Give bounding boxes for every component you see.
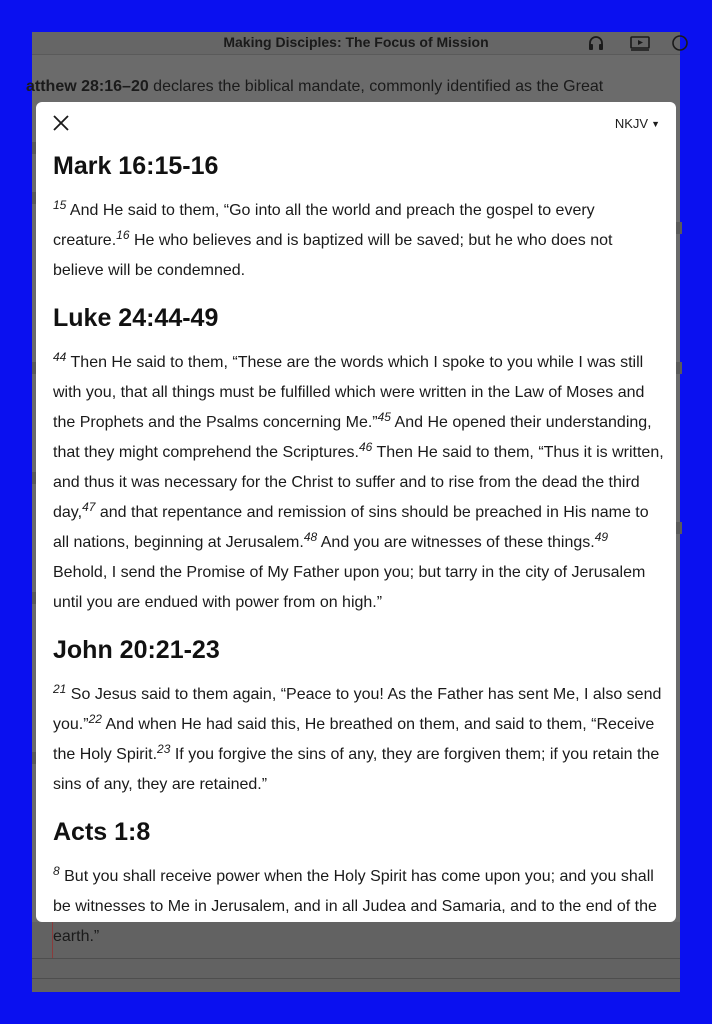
passage-text (53, 348, 665, 618)
info-icon[interactable] (670, 34, 690, 52)
verse-text: and that repentance and remission of sins should be preached in His name to all nations, beginning at Jerusalem. (53, 504, 649, 551)
divider (32, 978, 680, 979)
headphones-icon[interactable] (586, 34, 606, 52)
verse-number: 16 (116, 228, 130, 242)
verse-text: He who believes and is baptized will be saved; but he who does not believe will be condemned. (53, 232, 613, 279)
verse-text: Then He said to them, “Thus it is written, and thus it was necessary for the Christ to suffer and to rise from the dead the third day, (53, 444, 664, 521)
verse-text: And when He had said this, He breathed on them, and said to them, “Receive the Holy Spirit. (53, 716, 655, 763)
verse-number: 49 (594, 530, 609, 544)
verse-number: 22 (88, 712, 102, 726)
close-button[interactable] (50, 114, 72, 136)
verse-text: And you are witnesses of these things. (317, 534, 595, 551)
verse-text: And He said to them, “Go into all the world and preach the gospel to every creature. (53, 202, 595, 249)
passage-text (53, 196, 665, 286)
passage-reference: John 20:21-23 (53, 636, 220, 664)
passage-reference: Luke 24:44-49 (53, 304, 219, 332)
verse-number: 8 (53, 864, 60, 878)
verse-number: 46 (358, 440, 373, 454)
verse-text: Then He said to them, “These are the words which I spoke to you while I was still with you, that all things must be fulfilled which were written in the Law of Moses and the Prophets and the Psalms concerning Me.” (53, 354, 645, 431)
verse-number: 47 (82, 500, 96, 514)
verse-number: 48 (303, 530, 318, 544)
version-selector[interactable] (615, 116, 660, 131)
background-paragraph (26, 78, 603, 96)
verse-text: And He opened their understanding, that they might comprehend the Scriptures. (53, 414, 652, 461)
verse-number: 45 (377, 410, 391, 424)
verse-text: So Jesus said to them again, “Peace to you! As the Father has sent Me, I also send you.” (53, 686, 662, 733)
background-reference-link[interactable]: atthew 28:16–20 (26, 78, 149, 95)
passage-reference: Acts 1:8 (53, 818, 151, 846)
passage-text (53, 862, 665, 952)
close-icon (53, 115, 69, 136)
background-line-text: declares the biblical mandate, commonly identified as the Great (148, 78, 604, 95)
verse-text: Behold, I send the Promise of My Father upon you; but tarry in the city of Jerusalem until you are endued with power from on high.” (53, 564, 646, 611)
verse-number: 15 (53, 198, 67, 212)
caret-down-icon: ▼ (651, 118, 660, 129)
verse-text: If you forgive the sins of any, they are forgiven them; if you retain the sins of any, they are retained.” (53, 746, 660, 793)
verse-number: 23 (157, 742, 171, 756)
verse-number: 21 (53, 682, 67, 696)
verse-text: But you shall receive power when the Holy Spirit has come upon you; and you shall be witnesses to Me in Jerusalem, and in all Judea and Samaria, and to the end of the earth.” (53, 868, 657, 945)
scripture-content (53, 144, 665, 962)
app-topbar (32, 32, 680, 55)
passage-reference: Mark 16:15-16 (53, 152, 219, 180)
scripture-popup (36, 102, 676, 945)
passage-text (53, 680, 665, 800)
verse-number: 44 (53, 350, 67, 364)
page-title: Making Disciples: The Focus of Mission (223, 34, 489, 50)
version-label: NKJV (614, 116, 649, 131)
video-icon[interactable] (630, 34, 650, 52)
